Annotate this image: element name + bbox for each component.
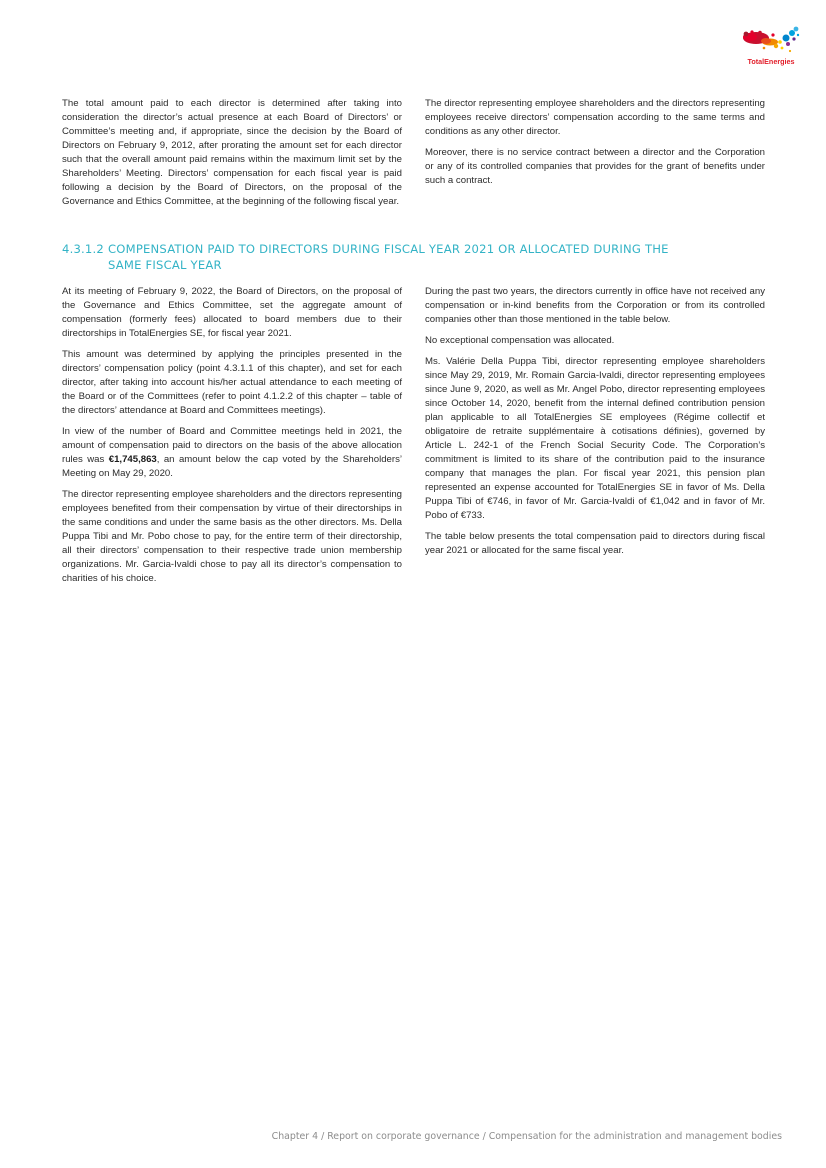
intro-right-paragraph-1: The director representing employee shareholders and the directors representing employees receive directors’ compensation according to the same terms and conditions as any other director. <box>425 98 765 137</box>
main-left-paragraph-2: This amount was determined by applying the principles presented in the directors’ compensation policy (point 4.3.1.1 of this chapter), and set for each director, after taking into account his/her actual attendance to each meeting of the Board or of the Committees (refer to point 4.1.2.2 of this chapter – table of the directors’ attendance at Board and Committees meetings). <box>62 349 402 416</box>
main-left-column <box>62 285 402 593</box>
section-number: 4.3.1.2 <box>62 242 104 256</box>
intro-left-paragraph-1: The total amount paid to each director is determined after taking into consideration the director’s actual presence at each Board of Directors’ or Committee’s meeting and, if appropriate, since the decision by the Board of Directors on February 9, 2012, after prorating the amount set for each director such that the overall amount paid remains within the maximum limit set by the Shareholders’ Meeting. Directors’ compensation for each fiscal year is paid following a decision by the Board of Directors, on the proposal of the Governance and Ethics Committee, at the beginning of the following fiscal year. <box>62 98 402 207</box>
main-left-paragraph-1: At its meeting of February 9, 2022, the Board of Directors, on the proposal of the Governance and Ethics Committee, set the aggregate amount of compensation (formerly fees) allocated to board members due to their directorships in TotalEnergies SE, for fiscal year 2021. <box>62 286 402 339</box>
totalenergies-logo-icon <box>740 24 802 56</box>
page-footer: Chapter 4 / Report on corporate governance / Compensation for the administration and management bodies <box>271 1131 782 1142</box>
main-right-column <box>425 285 765 565</box>
intro-right-paragraph-2: Moreover, there is no service contract between a director and the Corporation or any of its controlled companies that provides for the grant of benefits under such a contract. <box>425 147 765 186</box>
paragraph-3-text-after: , an amount below the cap voted by the Shareholders’ Meeting on May 29, 2020. <box>62 454 402 479</box>
compensation-amount: €1,745,863 <box>108 454 157 465</box>
company-logo <box>738 24 804 68</box>
main-right-paragraph-1: During the past two years, the directors currently in office have not received any compensation or in-kind benefits from the Corporation or from its controlled companies other than those mentioned in the table below. <box>425 286 765 325</box>
main-right-paragraph-4: The table below presents the total compensation paid to directors during fiscal year 2021 or allocated for the same fiscal year. <box>425 531 765 556</box>
main-left-paragraph-3 <box>62 425 402 481</box>
main-right-paragraph-2: No exceptional compensation was allocated. <box>425 335 615 346</box>
paragraph-3-text-before: In view of the number of Board and Committee meetings held in 2021, the amount of compensation paid to directors on the basis of the above allocation rules was <box>62 426 402 465</box>
intro-right-column <box>425 97 765 195</box>
section-title-line-1: COMPENSATION PAID TO DIRECTORS DURING FISCAL YEAR 2021 OR ALLOCATED DURING THE <box>108 242 669 256</box>
main-right-paragraph-3: Ms. Valérie Della Puppa Tibi, director representing employee shareholders since May 29, 2019, Mr. Romain Garcia-Ivaldi, director representing employees since June 9, 2020, as well as Mr. Angel Pobo, director representing employees since October 14, 2020, benefit from the internal defined contribution pension plan applicable to all TotalEnergies SE employees (Régime collectif et obligatoire de retraite supplémentaire à cotisations définies), governed by Article L. 242-1 of the French Social Security Code. The Corporation’s commitment is limited to its share of the contribution paid to the insurance company that manages the plan. For fiscal year 2021, this pension plan represented an expense accounted for TotalEnergies SE in favor of Ms. Della Puppa Tibi of €746, in favor of Mr. Garcia-Ivaldi of €1,042 and in favor of Mr. Pobo of €733. <box>425 356 765 521</box>
section-title-line-2: SAME FISCAL YEAR <box>108 258 222 272</box>
main-left-paragraph-4: The director representing employee shareholders and the directors representing employees benefited from their compensation by virtue of their directorships in the same conditions and under the same basis as the other directors. Ms. Della Puppa Tibi and Mr. Pobo chose to pay, for the entire term of their directorship, all their directors’ compensation to their respective trade union membership organizations. Mr. Garcia-Ivaldi chose to pay all its director’s compensation to charities of his choice. <box>62 489 402 584</box>
intro-left-column <box>62 97 402 216</box>
section-heading <box>62 241 762 273</box>
logo-wordmark: TotalEnergies <box>747 57 795 66</box>
